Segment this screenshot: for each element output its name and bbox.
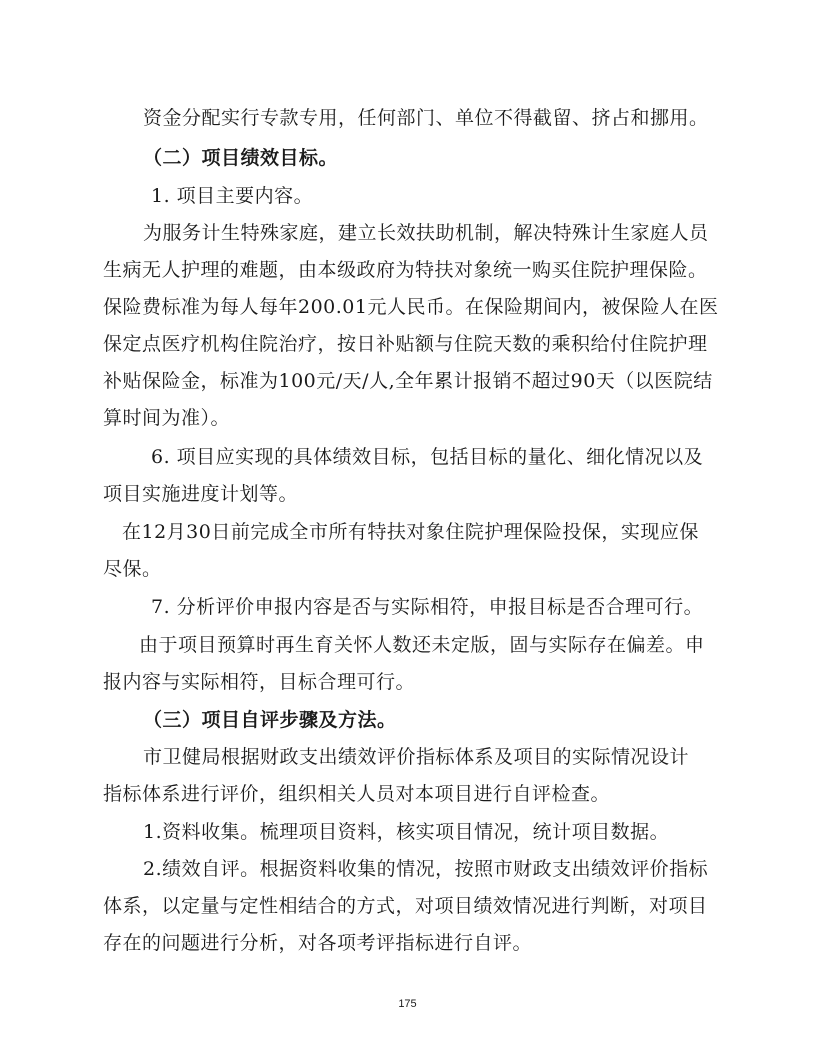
section-heading: （二）项目绩效目标。 [143,147,339,169]
paragraph-line: 由于项目预算时再生育关怀人数还未定版，固与实际存在偏差。申 [139,634,705,656]
paragraph-line: 体系，以定量与定性相结合的方式，对项目绩效情况进行判断，对项目 [103,895,708,917]
paragraph-line: 在12月30日前完成全市所有特扶对象住院护理保险投保，实现应保 [122,521,699,543]
paragraph-line: 2.绩效自评。根据资料收集的情况，按照市财政支出绩效评价指标 [143,858,709,880]
paragraph-line: 项目实施进度计划等。 [103,483,299,505]
paragraph-line: 6. 项目应实现的具体绩效目标，包括目标的量化、细化情况以及 [151,446,704,468]
subsection-heading: 1. 项目主要内容。 [151,185,314,207]
paragraph-line: 算时间为准）。 [103,407,231,429]
paragraph-line: 保险费标准为每人每年200.01元人民币。在保险期间内，被保险人在医 [103,296,719,318]
paragraph-line: 资金分配实行专款专用，任何部门、单位不得截留、挤占和挪用。 [143,107,709,129]
paragraph-line: 保定点医疗机构住院治疗，按日补贴额与住院天数的乘积给付住院护理 [103,333,708,355]
paragraph-line: 1.资料收集。梳理项目资料，核实项目情况，统计项目数据。 [143,821,670,843]
paragraph-line: 补贴保险金，标准为100元/天/人,全年累计报销不超过90天（以医院结 [103,370,713,392]
paragraph-line: 生病无人护理的难题，由本级政府为特扶对象统一购买住院护理保险。 [103,259,708,281]
paragraph-line: 指标体系进行评价，组织相关人员对本项目进行自评检查。 [103,783,611,805]
page-number: 175 [398,998,417,1010]
paragraph-line: 7. 分析评价申报内容是否与实际相符，申报目标是否合理可行。 [151,596,704,618]
section-heading: （三）项目自评步骤及方法。 [143,709,397,731]
paragraph-line: 为服务计生特殊家庭，建立长效扶助机制，解决特殊计生家庭人员 [143,222,709,244]
paragraph-line: 存在的问题进行分析，对各项考评指标进行自评。 [103,932,533,954]
paragraph-line: 市卫健局根据财政支出绩效评价指标体系及项目的实际情况设计 [143,746,690,768]
paragraph-line: 尽保。 [103,558,162,580]
paragraph-line: 报内容与实际相符，目标合理可行。 [103,671,416,693]
